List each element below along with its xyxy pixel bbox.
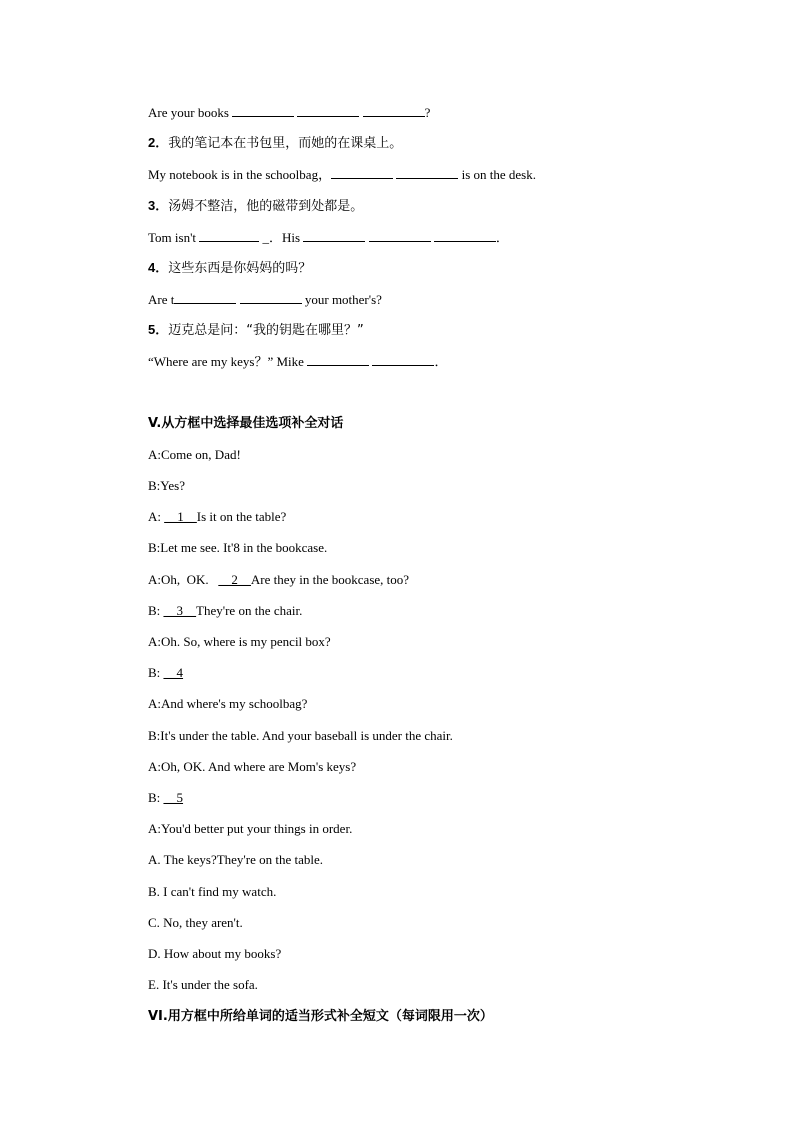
option-c: C. No, they aren't. bbox=[148, 915, 243, 930]
dialogue-line: A:And where's my schoolbag? bbox=[148, 696, 308, 711]
q2-chinese-line: 2．我的笔记本在书包里，而她的在课桌上。 bbox=[148, 135, 403, 151]
q1-english-line: Are your books ? bbox=[148, 105, 431, 120]
blank bbox=[199, 228, 259, 242]
q4-english-line: Are t your mother's? bbox=[148, 292, 382, 307]
blank bbox=[363, 103, 425, 117]
blank bbox=[396, 165, 458, 179]
q3-chinese-line: 3．汤姆不整洁，他的磁带到处都是。 bbox=[148, 198, 364, 214]
answer-blank: __4 bbox=[163, 665, 184, 680]
answer-blank: __2__ bbox=[218, 572, 251, 587]
answer-blank: __1__ bbox=[164, 509, 197, 524]
dialogue-line: B: __4 bbox=[148, 665, 184, 680]
q5-english-line: “Where are my keys？” Mike ． bbox=[148, 354, 448, 369]
blank bbox=[372, 352, 434, 366]
answer-blank: __5 bbox=[163, 790, 184, 805]
blank bbox=[434, 228, 496, 242]
blank bbox=[303, 228, 365, 242]
option-e: E. It's under the sofa. bbox=[148, 977, 258, 992]
dialogue-line: A:Come on, Dad! bbox=[148, 447, 241, 462]
dialogue-line: A:Oh, OK. __2__Are they in the bookcase, too? bbox=[148, 572, 410, 587]
dialogue-line: B: __3__They're on the chair. bbox=[148, 603, 303, 618]
section-6-title: VI.用方框中所给单词的适当形式补全短文（每词限用一次） bbox=[148, 1009, 493, 1024]
dialogue-line: B:Let me see. It'8 in the bookcase. bbox=[148, 540, 328, 555]
section-5-title: V.从方框中选择最佳选项补全对话 bbox=[148, 416, 344, 431]
blank bbox=[331, 165, 393, 179]
q5-chinese-line: 5．迈克总是问：“我的钥匙在哪里？” bbox=[148, 322, 364, 338]
blank bbox=[369, 228, 431, 242]
blank bbox=[307, 352, 369, 366]
dialogue-line: B:Yes? bbox=[148, 478, 185, 493]
dialogue-line: A:Oh. So, where is my pencil box? bbox=[148, 634, 331, 649]
blank bbox=[240, 290, 302, 304]
dialogue-line: A:You'd better put your things in order. bbox=[148, 821, 353, 836]
dialogue-line: A:Oh, OK. And where are Mom's keys? bbox=[148, 759, 357, 774]
answer-blank: __3__ bbox=[163, 603, 197, 618]
dialogue-line: A: __1__Is it on the table? bbox=[148, 509, 287, 524]
q3-english-line: Tom isn't _．His ． bbox=[148, 230, 509, 245]
q4-chinese-line: 4．这些东西是你妈妈的吗？ bbox=[148, 260, 312, 276]
dialogue-line: B:It's under the table. And your baseball is under the chair. bbox=[148, 728, 453, 743]
blank bbox=[297, 103, 359, 117]
blank bbox=[174, 290, 236, 304]
option-a: A. The keys?They're on the table. bbox=[148, 852, 324, 867]
option-d: D. How about my books? bbox=[148, 946, 282, 961]
option-b: B. I can't find my watch. bbox=[148, 884, 277, 899]
q2-english-line: My notebook is in the schoolbag， is on the desk. bbox=[148, 167, 536, 182]
dialogue-line: B: __5 bbox=[148, 790, 184, 805]
blank bbox=[232, 103, 294, 117]
